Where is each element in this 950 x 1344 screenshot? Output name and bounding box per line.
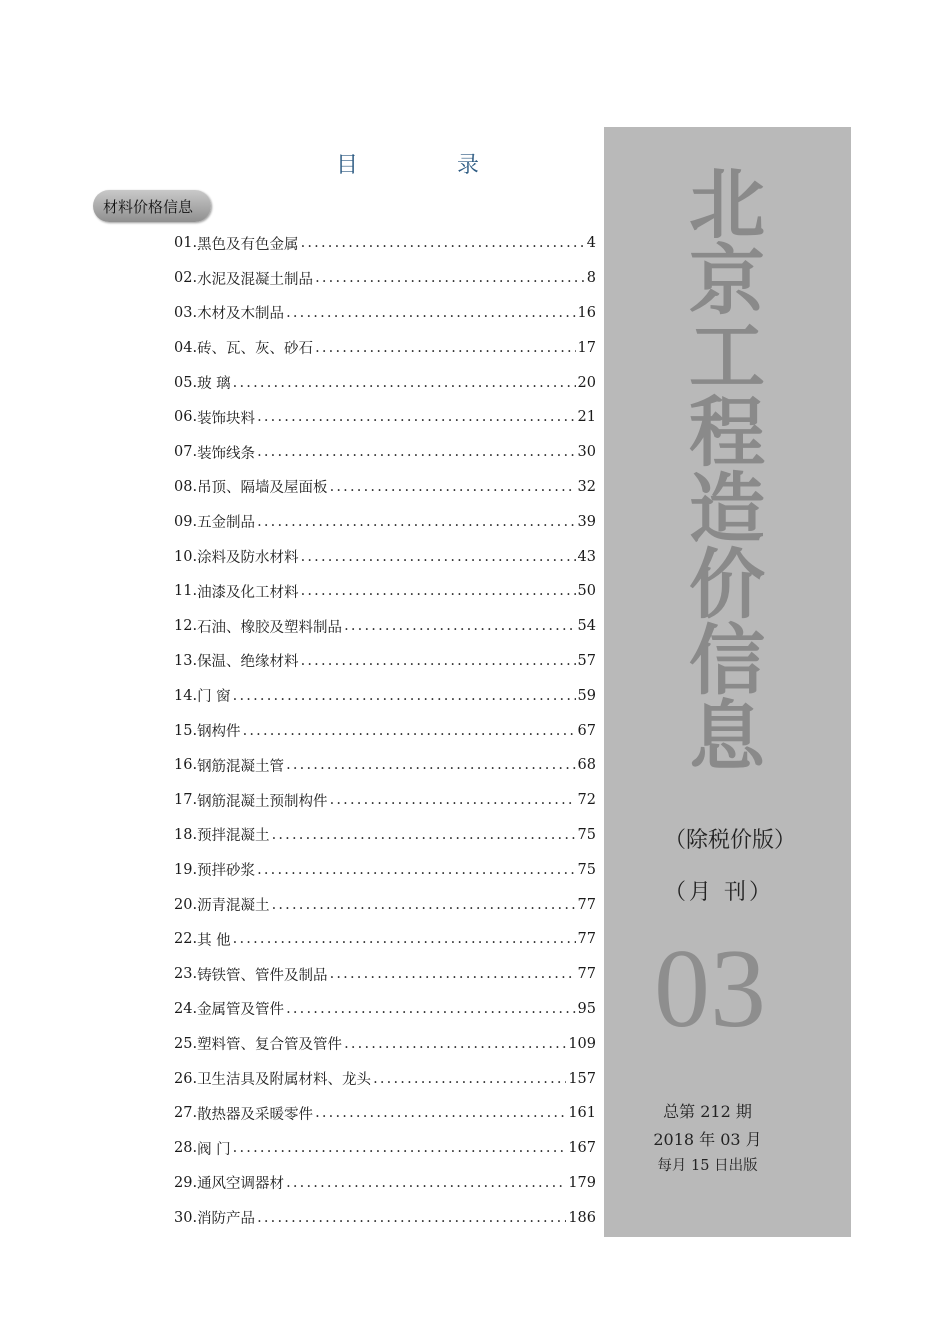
edition-label: （除税价版）	[664, 828, 797, 853]
toc-entry-label: 装饰块料	[197, 410, 256, 427]
toc-entry-page: 32	[577, 478, 596, 495]
toc-entry-page: 30	[577, 444, 596, 461]
release-schedule: 每月 15 日出版	[657, 1158, 758, 1174]
toc-leader-dots	[315, 340, 575, 356]
toc-entry[interactable]	[174, 852, 596, 887]
toc-entry[interactable]	[174, 1200, 596, 1235]
toc-entry-page: 95	[577, 1000, 596, 1017]
toc-entry-number: 05.	[174, 374, 198, 391]
toc-list	[174, 226, 596, 1235]
toc-entry[interactable]	[174, 748, 596, 783]
toc-entry[interactable]	[174, 574, 596, 609]
toc-entry-page: 72	[577, 792, 596, 809]
publication-title-char: 造	[689, 464, 765, 553]
toc-entry[interactable]	[174, 226, 596, 261]
toc-entry[interactable]	[174, 678, 596, 713]
toc-entry[interactable]	[174, 887, 596, 922]
cover-sidebar	[604, 127, 851, 1237]
toc-entry[interactable]	[174, 644, 596, 679]
toc-entry[interactable]	[174, 400, 596, 435]
toc-entry-number: 25.	[174, 1035, 198, 1052]
toc-leader-dots	[257, 444, 575, 460]
toc-entry-label: 五金制品	[197, 515, 256, 532]
toc-entry[interactable]	[174, 470, 596, 505]
publication-title-char: 京	[689, 236, 765, 325]
toc-entry-label: 消防产品	[197, 1211, 256, 1228]
toc-entry[interactable]	[174, 713, 596, 748]
toc-entry-page: 16	[577, 304, 596, 321]
toc-entry-page: 8	[586, 270, 596, 287]
toc-entry-label: 水泥及混凝土制品	[197, 271, 314, 288]
toc-leader-dots	[233, 1140, 567, 1156]
toc-entry-number: 01.	[174, 235, 198, 252]
toc-entry-page: 75	[577, 826, 596, 843]
toc-entry-number: 20.	[174, 896, 198, 913]
toc-entry[interactable]	[174, 1166, 596, 1201]
toc-entry-label: 吊顶、隔墙及屋面板	[197, 480, 328, 497]
publication-title	[682, 160, 772, 781]
toc-entry-label: 预拌砂浆	[197, 863, 256, 880]
toc-entry-page: 179	[568, 1174, 596, 1191]
toc-entry-page: 109	[568, 1035, 596, 1052]
toc-entry-label: 砖、瓦、灰、砂石	[197, 341, 314, 358]
toc-leader-dots	[272, 827, 576, 843]
toc-entry-label: 钢筋混凝土管	[197, 758, 285, 775]
toc-entry-number: 26.	[174, 1070, 198, 1087]
toc-entry[interactable]	[174, 957, 596, 992]
toc-entry-page: 161	[568, 1105, 596, 1122]
toc-entry-number: 17.	[174, 792, 198, 809]
toc-entry[interactable]	[174, 1096, 596, 1131]
toc-entry[interactable]	[174, 783, 596, 818]
toc-entry-label: 黑色及有色金属	[197, 236, 299, 253]
toc-leader-dots	[257, 409, 575, 425]
toc-entry[interactable]	[174, 539, 596, 574]
toc-entry-label: 其 他	[197, 932, 231, 949]
toc-entry-label: 通风空调器材	[197, 1176, 285, 1193]
toc-entry-number: 19.	[174, 861, 198, 878]
toc-entry[interactable]	[174, 818, 596, 853]
toc-entry-number: 02.	[174, 270, 198, 287]
toc-entry[interactable]	[174, 330, 596, 365]
toc-entry[interactable]	[174, 1131, 596, 1166]
toc-leader-dots	[233, 688, 576, 704]
toc-entry-number: 16.	[174, 757, 198, 774]
toc-entry[interactable]	[174, 609, 596, 644]
toc-entry-label: 木材及木制品	[197, 306, 285, 323]
toc-entry-number: 07.	[174, 444, 198, 461]
toc-entry-number: 28.	[174, 1140, 198, 1157]
issue-number: 03	[654, 927, 766, 1051]
toc-leader-dots	[373, 1071, 566, 1087]
toc-entry-label: 金属管及管件	[197, 1002, 285, 1019]
toc-entry-page: 75	[577, 861, 596, 878]
toc-entry-page: 77	[577, 931, 596, 948]
toc-entry-label: 卫生洁具及附属材料、龙头	[197, 1072, 372, 1089]
toc-entry-page: 186	[568, 1209, 596, 1226]
toc-leader-dots	[344, 1036, 566, 1052]
issue-date: 2018 年 03 月	[653, 1130, 762, 1149]
toc-leader-dots	[344, 618, 575, 634]
toc-entry-page: 39	[577, 513, 596, 530]
toc-leader-dots	[315, 1105, 566, 1121]
publication-title-char: 息	[689, 692, 765, 781]
toc-leader-dots	[301, 235, 585, 251]
toc-leader-dots	[330, 479, 576, 495]
toc-entry-number: 30.	[174, 1209, 198, 1226]
toc-entry-number: 23.	[174, 966, 198, 983]
toc-entry-label: 石油、橡胶及塑料制品	[197, 619, 343, 636]
toc-entry-number: 13.	[174, 652, 198, 669]
toc-leader-dots	[257, 514, 575, 530]
period-label: （月 刊）	[664, 880, 774, 905]
toc-entry-number: 22.	[174, 931, 198, 948]
total-issue: 总第 212 期	[663, 1102, 752, 1121]
toc-entry-number: 29.	[174, 1174, 198, 1191]
toc-entry-label: 门 窗	[197, 689, 231, 706]
publication-title-char: 程	[689, 388, 765, 477]
toc-entry-page: 57	[577, 652, 596, 669]
section-tag-label: 材料价格信息	[103, 198, 194, 216]
publication-title-char: 北	[689, 160, 765, 249]
toc-entry-page: 50	[577, 583, 596, 600]
toc-entry-number: 03.	[174, 304, 198, 321]
toc-entry-number: 10.	[174, 548, 198, 565]
toc-entry-page: 68	[577, 757, 596, 774]
toc-entry[interactable]	[174, 1026, 596, 1061]
toc-entry-label: 塑料管、复合管及管件	[197, 1037, 343, 1054]
toc-entry-label: 涂料及防水材料	[197, 550, 299, 567]
toc-leader-dots	[243, 723, 576, 739]
toc-leader-dots	[301, 549, 576, 565]
toc-leader-dots	[272, 897, 576, 913]
toc-entry-page: 21	[577, 409, 596, 426]
toc-leader-dots	[286, 1001, 575, 1017]
toc-entry-page: 167	[568, 1140, 596, 1157]
toc-entry-page: 77	[577, 966, 596, 983]
toc-entry-number: 18.	[174, 826, 198, 843]
toc-entry-label: 铸铁管、管件及制品	[197, 967, 328, 984]
toc-entry[interactable]	[174, 296, 596, 331]
toc-entry-number: 27.	[174, 1105, 198, 1122]
toc-title: 目 录	[336, 153, 525, 178]
publication-title-char: 价	[689, 540, 765, 629]
toc-entry-number: 11.	[174, 583, 198, 600]
publication-title-char: 工	[689, 312, 765, 401]
toc-entry-label: 阀 门	[197, 1141, 231, 1158]
toc-entry[interactable]	[174, 261, 596, 296]
toc-entry-label: 装饰线条	[197, 445, 256, 462]
toc-leader-dots	[233, 931, 576, 947]
toc-entry-page: 17	[577, 339, 596, 356]
toc-leader-dots	[286, 305, 575, 321]
toc-entry[interactable]	[174, 922, 596, 957]
toc-entry-label: 保温、绝缘材料	[197, 654, 299, 671]
toc-leader-dots	[330, 966, 576, 982]
toc-entry-page: 20	[577, 374, 596, 391]
toc-entry-page: 77	[577, 896, 596, 913]
toc-leader-dots	[257, 862, 575, 878]
toc-entry-label: 预拌混凝土	[197, 828, 270, 845]
toc-entry-page: 54	[577, 618, 596, 635]
toc-entry-page: 67	[577, 722, 596, 739]
toc-entry[interactable]	[174, 435, 596, 470]
toc-entry-page: 59	[577, 687, 596, 704]
toc-entry-label: 钢构件	[197, 724, 241, 741]
toc-entry[interactable]	[174, 1061, 596, 1096]
toc-entry-number: 04.	[174, 339, 198, 356]
toc-leader-dots	[301, 653, 576, 669]
toc-entry-number: 06.	[174, 409, 198, 426]
toc-entry-number: 15.	[174, 722, 198, 739]
toc-entry-number: 12.	[174, 618, 198, 635]
toc-leader-dots	[301, 583, 576, 599]
toc-entry-number: 09.	[174, 513, 198, 530]
toc-entry-label: 钢筋混凝土预制构件	[197, 793, 328, 810]
toc-leader-dots	[233, 375, 576, 391]
section-tag	[93, 190, 211, 222]
toc-entry-label: 沥青混凝土	[197, 898, 270, 915]
toc-entry-number: 14.	[174, 687, 198, 704]
toc-entry-label: 玻 璃	[197, 376, 231, 393]
toc-leader-dots	[330, 792, 576, 808]
toc-leader-dots	[257, 1210, 566, 1226]
toc-leader-dots	[286, 757, 575, 773]
toc-entry-number: 24.	[174, 1000, 198, 1017]
toc-entry-page: 4	[586, 235, 596, 252]
toc-entry-label: 散热器及采暖零件	[197, 1106, 314, 1123]
toc-entry[interactable]	[174, 992, 596, 1027]
toc-entry[interactable]	[174, 365, 596, 400]
publication-title-char: 信	[689, 616, 765, 705]
toc-entry-page: 43	[577, 548, 596, 565]
toc-leader-dots	[315, 270, 585, 286]
toc-entry[interactable]	[174, 504, 596, 539]
toc-entry-page: 157	[568, 1070, 596, 1087]
toc-leader-dots	[286, 1175, 566, 1191]
toc-entry-label: 油漆及化工材料	[197, 584, 299, 601]
toc-entry-number: 08.	[174, 478, 198, 495]
